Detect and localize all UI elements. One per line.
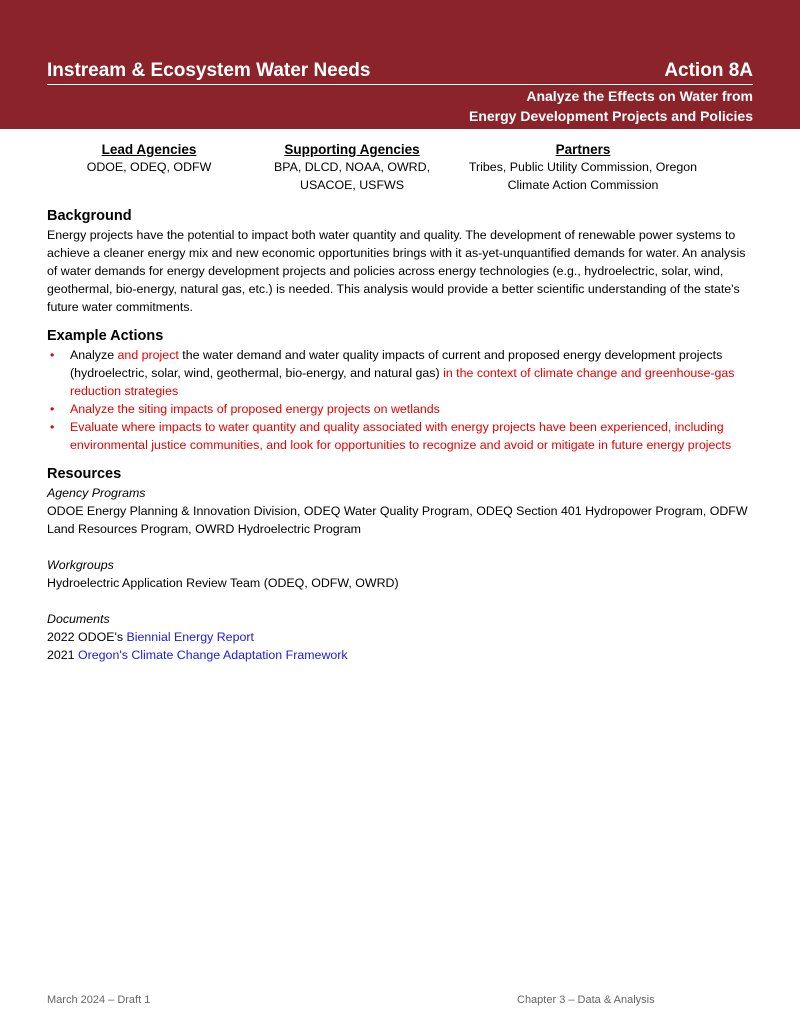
lead-agencies-list: ODOE, ODEQ, ODFW [86,160,212,174]
example-actions-heading: Example Actions [47,328,164,344]
supporting-agencies-heading: Supporting Agencies [284,142,420,157]
spacer [47,592,757,610]
document-1-prefix: 2022 ODOE's [47,630,127,644]
background-section [47,206,757,316]
resources-heading: Resources [47,466,122,482]
footer-chapter: Chapter 3 – Data & Analysis [517,994,655,1006]
action-1-added-text-b: and project [117,348,179,362]
resources-section [47,464,757,664]
list-item [47,400,757,418]
page-title: Instream & Ecosystem Water Needs [47,60,371,81]
header-title-row [47,57,753,85]
example-actions-section [47,326,757,454]
lead-agencies [60,140,238,177]
subtitle-line-1: Analyze the Effects on Water from [526,88,753,104]
background-text: Energy projects have the potential to impact both water quantity and quality. The development of renewable power systems to achieve a cleaner energy mix and new economic opportunities brings with it as-yet-unquantified demands for water. An analysis of water demands for energy development projects and policies across energy technologies (e.g., hydroelectric, solar, wind, geothermal, bio-energy, natural gas, etc.) is needed. This analysis would provide a better scientific understanding of the state's future water commitments. [47,228,746,314]
action-1-added-text-d: in the context of climate change and greenhouse-gas reduction strategies [70,366,735,398]
action-1-text-c: the water demand and water quality impacts of current and proposed energy development projects (hydroelectric, solar, wind, geothermal, bio-energy, and natural gas) [70,348,723,380]
bullet-icon: • [50,420,55,434]
action-2-text: Analyze the siting impacts of proposed energy projects on wetlands [70,402,440,416]
document-2-prefix: 2021 [47,648,79,662]
background-heading: Background [47,208,132,224]
bullet-icon: • [50,402,55,416]
partners-line-2: Climate Action Commission [507,177,659,192]
footer-date: March 2024 – Draft 1 [47,994,151,1006]
action-3-text: Evaluate where impacts to water quantity and quality associated with energy projects have been experienced, including environmental justice communities, and look for opportunities to recognize and avoid or mitigate in future energy projects [70,420,732,452]
spacer [47,538,757,556]
subtitle-line-2: Energy Development Projects and Policies [469,108,753,124]
document-2 [47,646,757,664]
document-1 [47,628,757,646]
partners [458,140,708,194]
workgroups-label: Workgroups [47,558,114,572]
workgroups-text: Hydroelectric Application Review Team (ODEQ, ODFW, OWRD) [47,576,399,590]
biennial-energy-report-link[interactable]: Biennial Energy Report [126,630,254,644]
lead-agencies-heading: Lead Agencies [101,142,197,157]
partners-heading: Partners [555,142,611,157]
example-actions-list [47,346,757,454]
action-number: Action 8A [664,60,753,81]
action-1-text-a: Analyze [70,348,118,362]
documents-label: Documents [47,612,110,626]
partners-line-1: Tribes, Public Utility Commission, Oregon [468,160,698,174]
supporting-agencies-line-2: USACOE, USFWS [300,177,404,192]
agency-programs-text: ODOE Energy Planning & Innovation Division, ODEQ Water Quality Program, ODEQ Section 401 Hydropower Program, ODFW Land Resources Program, OWRD Hydroelectric Program [47,504,748,536]
supporting-agencies [262,140,442,194]
climate-adaptation-framework-link[interactable]: Oregon's Climate Change Adaptation Framework [78,648,348,662]
main-content [47,206,757,674]
action-subtitle [469,86,753,126]
bullet-icon: • [50,348,55,362]
supporting-agencies-line-1: BPA, DLCD, NOAA, OWRD, [273,160,431,174]
agency-programs-label: Agency Programs [47,486,146,500]
list-item [47,418,757,454]
list-item [47,346,757,400]
header-banner [0,0,800,129]
